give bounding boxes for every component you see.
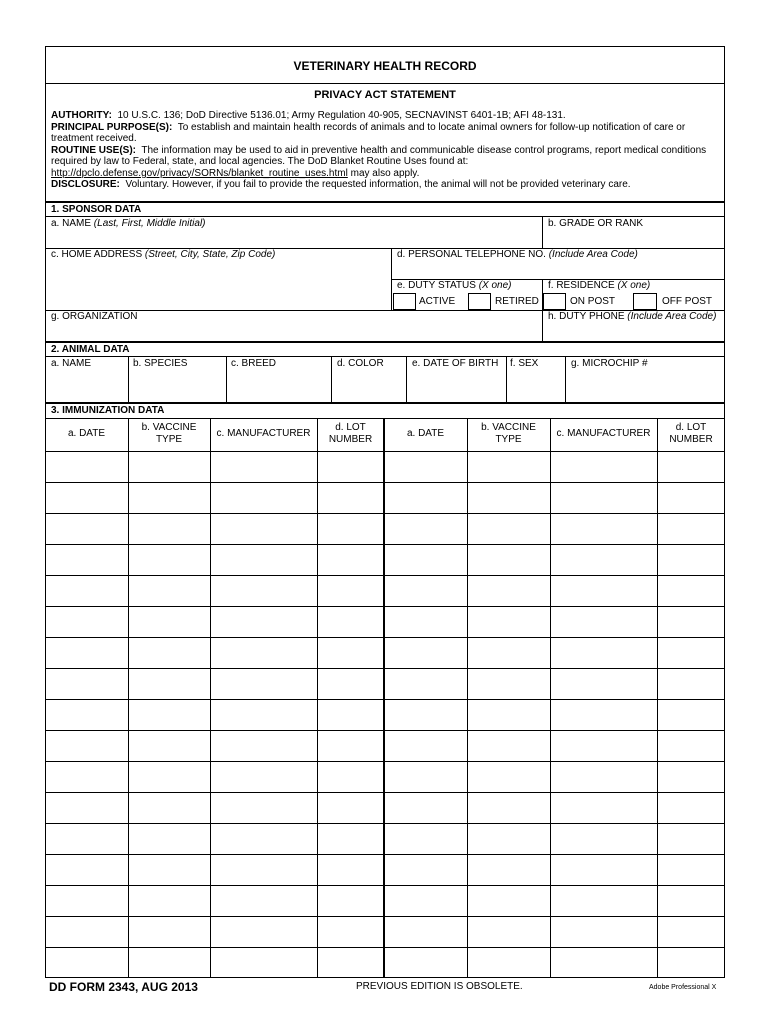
dob-field[interactable]: [407, 370, 506, 401]
personal-phone-label: d. PERSONAL TELEPHONE NO. (Include Area Code): [397, 249, 638, 260]
immunization-cell[interactable]: [385, 483, 467, 513]
immunization-cell[interactable]: [658, 607, 725, 637]
immunization-cell[interactable]: [129, 514, 210, 544]
animal-name-field[interactable]: [46, 370, 128, 401]
immunization-cell[interactable]: [129, 793, 210, 823]
immunization-cell[interactable]: [385, 514, 467, 544]
immunization-cell[interactable]: [551, 576, 657, 606]
on-post-checkbox[interactable]: [543, 293, 566, 310]
immunization-cell[interactable]: [551, 545, 657, 575]
immunization-cell[interactable]: [211, 948, 317, 977]
immunization-cell[interactable]: [129, 700, 210, 730]
immunization-cell[interactable]: [318, 638, 384, 668]
routine-text: The information may be used to aid in preventive health and communicable disease control programs, report medical conditions required by law to Federal, state, and local agencies. The DoD Blanket Routine Uses found at:: [51, 144, 707, 167]
immunization-cell[interactable]: [658, 793, 725, 823]
immunization-cell[interactable]: [468, 545, 550, 575]
personal-phone-field[interactable]: [392, 262, 724, 278]
immunization-column-header: [45, 428, 128, 440]
obsolete-notice: PREVIOUS EDITION IS OBSOLETE.: [356, 981, 523, 992]
animal-name-label: a. NAME: [51, 358, 92, 369]
immunization-cell[interactable]: [46, 948, 128, 977]
immunization-cell[interactable]: [211, 824, 317, 854]
retired-checkbox[interactable]: [468, 293, 491, 310]
immunization-cell[interactable]: [129, 607, 210, 637]
form-title: VETERINARY HEALTH RECORD: [293, 59, 477, 73]
column-header-line: TYPE: [155, 434, 183, 445]
microchip-field[interactable]: [566, 370, 724, 401]
immunization-cell[interactable]: [658, 669, 725, 699]
immunization-cell[interactable]: [658, 762, 725, 792]
active-checkbox[interactable]: [393, 293, 416, 310]
immunization-cell[interactable]: [385, 824, 467, 854]
immunization-cell[interactable]: [551, 886, 657, 916]
immunization-column-header: [657, 422, 725, 446]
immunization-cell[interactable]: [318, 576, 384, 606]
breed-label: c. BREED: [231, 358, 277, 369]
purpose-text: To establish and maintain health records of animals and to locate animal owners for follow-up notification of care or treatment received.: [51, 121, 686, 144]
immunization-cell[interactable]: [468, 700, 550, 730]
immunization-cell[interactable]: [551, 638, 657, 668]
immunization-cell[interactable]: [318, 607, 384, 637]
column-header-line: a. DATE: [67, 428, 106, 439]
immunization-cell[interactable]: [658, 731, 725, 761]
immunization-cell[interactable]: [385, 452, 467, 482]
immunization-cell[interactable]: [658, 948, 725, 977]
immunization-cell[interactable]: [129, 886, 210, 916]
immunization-cell[interactable]: [468, 669, 550, 699]
dob-label: e. DATE OF BIRTH: [412, 358, 499, 369]
immunization-cell[interactable]: [211, 483, 317, 513]
column-header-line: c. MANUFACTURER: [556, 428, 651, 439]
immunization-cell[interactable]: [211, 731, 317, 761]
immunization-column-header: [210, 428, 317, 440]
immunization-cell[interactable]: [468, 917, 550, 947]
immunization-cell[interactable]: [211, 700, 317, 730]
immunization-cell[interactable]: [385, 607, 467, 637]
immunization-cell[interactable]: [129, 483, 210, 513]
immunization-cell[interactable]: [211, 545, 317, 575]
immunization-cell[interactable]: [551, 452, 657, 482]
immunization-cell[interactable]: [129, 545, 210, 575]
immunization-cell[interactable]: [658, 917, 725, 947]
immunization-cell[interactable]: [385, 762, 467, 792]
immunization-cell[interactable]: [129, 576, 210, 606]
residence-label: f. RESIDENCE (X one): [548, 280, 651, 291]
immunization-cell[interactable]: [468, 607, 550, 637]
immunization-cell[interactable]: [46, 762, 128, 792]
immunization-cell[interactable]: [385, 669, 467, 699]
immunization-cell[interactable]: [468, 855, 550, 885]
immunization-cell[interactable]: [129, 638, 210, 668]
immunization-cell[interactable]: [468, 576, 550, 606]
column-header-line: a. DATE: [406, 428, 445, 439]
immunization-cell[interactable]: [46, 855, 128, 885]
immunization-cell[interactable]: [129, 824, 210, 854]
immunization-cell[interactable]: [385, 886, 467, 916]
immunization-cell[interactable]: [211, 607, 317, 637]
retired-label: RETIRED: [495, 296, 539, 307]
immunization-cell[interactable]: [468, 762, 550, 792]
immunization-cell[interactable]: [385, 638, 467, 668]
immunization-cell[interactable]: [551, 855, 657, 885]
immunization-cell[interactable]: [129, 855, 210, 885]
immunization-cell[interactable]: [658, 855, 725, 885]
routine-uses-link[interactable]: http://dpclo.defense.gov/privacy/SORNs/blanket_routine_uses.html: [51, 167, 348, 179]
immunization-cell[interactable]: [385, 793, 467, 823]
immunization-cell[interactable]: [318, 762, 384, 792]
immunization-cell[interactable]: [318, 483, 384, 513]
duty-phone-field[interactable]: [543, 323, 724, 340]
off-post-label: OFF POST: [662, 296, 712, 307]
immunization-cell[interactable]: [385, 855, 467, 885]
immunization-cell[interactable]: [551, 917, 657, 947]
immunization-cell[interactable]: [551, 731, 657, 761]
immunization-cell[interactable]: [211, 514, 317, 544]
immunization-column-header: [128, 422, 210, 446]
purpose-label: PRINCIPAL PURPOSE(S):: [51, 121, 173, 133]
immunization-cell[interactable]: [385, 545, 467, 575]
immunization-cell[interactable]: [318, 731, 384, 761]
immunization-cell[interactable]: [551, 762, 657, 792]
immunization-cell[interactable]: [318, 948, 384, 977]
immunization-cell[interactable]: [551, 824, 657, 854]
immunization-cell[interactable]: [46, 514, 128, 544]
immunization-cell[interactable]: [658, 545, 725, 575]
immunization-cell[interactable]: [211, 793, 317, 823]
immunization-cell[interactable]: [551, 514, 657, 544]
grade-field[interactable]: [543, 229, 724, 247]
column-header-line: b. VACCINE: [481, 422, 536, 433]
immunization-cell[interactable]: [551, 483, 657, 513]
immunization-cell[interactable]: [318, 824, 384, 854]
immunization-cell[interactable]: [551, 793, 657, 823]
immunization-cell[interactable]: [468, 731, 550, 761]
immunization-cell[interactable]: [46, 824, 128, 854]
immunization-cell[interactable]: [129, 731, 210, 761]
immunization-cell[interactable]: [468, 514, 550, 544]
immunization-cell[interactable]: [129, 452, 210, 482]
column-header-line: b. VACCINE: [141, 422, 197, 433]
organization-label: g. ORGANIZATION: [51, 311, 138, 322]
immunization-cell[interactable]: [46, 917, 128, 947]
routine-link-suffix: may also apply.: [350, 167, 420, 179]
immunization-cell[interactable]: [551, 948, 657, 977]
immunization-cell[interactable]: [385, 576, 467, 606]
immunization-cell[interactable]: [385, 700, 467, 730]
off-post-checkbox[interactable]: [633, 293, 657, 310]
immunization-cell[interactable]: [211, 886, 317, 916]
column-header-line: d. LOT: [675, 422, 707, 433]
immunization-cell[interactable]: [318, 545, 384, 575]
immunization-cell[interactable]: [318, 514, 384, 544]
immunization-cell[interactable]: [318, 452, 384, 482]
immunization-cell[interactable]: [318, 855, 384, 885]
species-label: b. SPECIES: [133, 358, 188, 369]
immunization-cell[interactable]: [129, 948, 210, 977]
immunization-cell[interactable]: [318, 669, 384, 699]
immunization-cell[interactable]: [46, 545, 128, 575]
sponsor-name-field[interactable]: [46, 229, 542, 247]
privacy-heading: PRIVACY ACT STATEMENT: [314, 89, 456, 101]
immunization-cell[interactable]: [46, 731, 128, 761]
immunization-cell[interactable]: [468, 948, 550, 977]
immunization-cell[interactable]: [468, 452, 550, 482]
column-header-line: NUMBER: [328, 434, 373, 445]
immunization-cell[interactable]: [385, 948, 467, 977]
immunization-cell[interactable]: [658, 824, 725, 854]
immunization-cell[interactable]: [658, 576, 725, 606]
immunization-cell[interactable]: [658, 452, 725, 482]
immunization-cell[interactable]: [658, 514, 725, 544]
authority-text: 10 U.S.C. 136; DoD Directive 5136.01; Army Regulation 40-905, SECNAVINST 6401-1B; AFI 48-131.: [117, 110, 566, 121]
immunization-cell[interactable]: [46, 576, 128, 606]
form-id: DD FORM 2343, AUG 2013: [49, 980, 198, 994]
animal-section-title: 2. ANIMAL DATA: [51, 344, 130, 355]
immunization-cell[interactable]: [658, 700, 725, 730]
immunization-cell[interactable]: [468, 824, 550, 854]
immunization-cell[interactable]: [46, 452, 128, 482]
color-label: d. COLOR: [337, 358, 384, 369]
immunization-cell[interactable]: [129, 669, 210, 699]
column-header-line: NUMBER: [669, 434, 713, 445]
microchip-label: g. MICROCHIP #: [571, 358, 648, 369]
immunization-cell[interactable]: [318, 886, 384, 916]
immunization-cell[interactable]: [658, 638, 725, 668]
immunization-column-header: [550, 428, 657, 440]
immunization-cell[interactable]: [211, 855, 317, 885]
column-header-line: TYPE: [495, 434, 522, 445]
immunization-cell[interactable]: [211, 917, 317, 947]
breed-field[interactable]: [227, 370, 331, 401]
immunization-cell[interactable]: [385, 731, 467, 761]
color-field[interactable]: [332, 370, 406, 401]
immunization-cell[interactable]: [385, 917, 467, 947]
immunization-cell[interactable]: [46, 638, 128, 668]
immunization-column-header: [467, 422, 550, 446]
immunization-cell[interactable]: [211, 638, 317, 668]
immunization-cell[interactable]: [46, 700, 128, 730]
immunization-cell[interactable]: [46, 607, 128, 637]
column-header-line: c. MANUFACTURER: [216, 428, 311, 439]
immunization-cell[interactable]: [129, 917, 210, 947]
duty-status-label: e. DUTY STATUS (X one): [397, 280, 512, 291]
immunization-cell[interactable]: [211, 669, 317, 699]
home-address-field[interactable]: [46, 262, 391, 310]
immunization-cell[interactable]: [468, 793, 550, 823]
immunization-cell[interactable]: [551, 700, 657, 730]
immunization-cell[interactable]: [468, 886, 550, 916]
immunization-cell[interactable]: [551, 669, 657, 699]
immunization-cell[interactable]: [46, 483, 128, 513]
immunization-cell[interactable]: [318, 700, 384, 730]
immunization-column-header: [384, 428, 467, 440]
species-field[interactable]: [129, 370, 226, 401]
immunization-cell[interactable]: [211, 452, 317, 482]
immunization-cell[interactable]: [129, 762, 210, 792]
software-note: Adobe Professional X: [649, 984, 717, 991]
sex-field[interactable]: [507, 370, 565, 401]
home-address-label: c. HOME ADDRESS (Street, City, State, Zip Code): [51, 249, 276, 260]
sex-label: f. SEX: [510, 358, 539, 369]
routine-label: ROUTINE USE(S):: [51, 144, 136, 156]
immunization-cell[interactable]: [468, 638, 550, 668]
duty-phone-label: h. DUTY PHONE (Include Area Code): [548, 311, 717, 322]
privacy-statement: [51, 110, 719, 191]
immunization-cell[interactable]: [551, 607, 657, 637]
organization-field[interactable]: [46, 323, 542, 340]
immunization-cell[interactable]: [318, 917, 384, 947]
immunization-cell[interactable]: [658, 483, 725, 513]
immunization-cell[interactable]: [46, 793, 128, 823]
active-label: ACTIVE: [419, 296, 456, 307]
on-post-label: ON POST: [570, 296, 616, 307]
immunization-cell[interactable]: [318, 793, 384, 823]
immunization-cell[interactable]: [468, 483, 550, 513]
immunization-cell[interactable]: [658, 886, 725, 916]
sponsor-section-title: 1. SPONSOR DATA: [51, 204, 142, 215]
sponsor-name-label: a. NAME (Last, First, Middle Initial): [51, 218, 206, 229]
authority-label: AUTHORITY:: [51, 110, 112, 121]
column-header-line: d. LOT: [335, 422, 366, 433]
immunization-cell[interactable]: [211, 762, 317, 792]
immunization-cell[interactable]: [211, 576, 317, 606]
immunization-cell[interactable]: [46, 669, 128, 699]
immunization-column-header: [317, 422, 384, 446]
disclosure-label: DISCLOSURE:: [51, 179, 120, 190]
grade-label: b. GRADE OR RANK: [548, 218, 644, 229]
disclosure-text: Voluntary. However, if you fail to provide the requested information, the animal will not be provided veterinary care.: [125, 179, 631, 190]
immunization-section-title: 3. IMMUNIZATION DATA: [51, 405, 165, 416]
immunization-cell[interactable]: [46, 886, 128, 916]
